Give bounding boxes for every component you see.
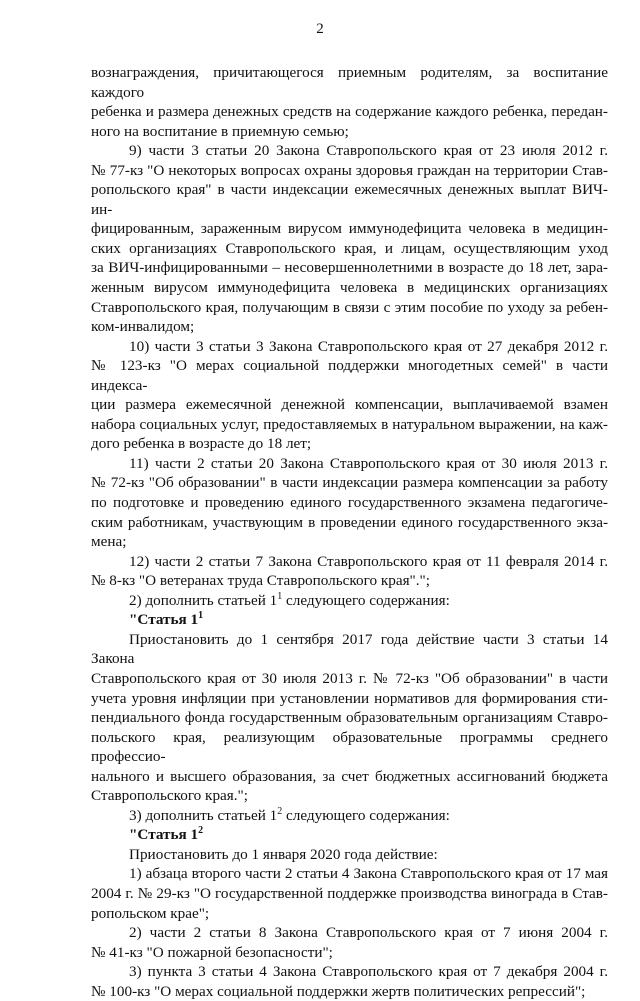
text-line: ребенка и размера денежных средств на содержание каждого ребенка, передан- xyxy=(91,103,608,121)
text-line: № 100-кз "О мерах социальной поддержки жертв политических репрессий"; xyxy=(91,982,586,1000)
text-line: 12) части 2 статьи 7 Закона Ставропольского края от 11 февраля 2014 г. xyxy=(129,552,608,570)
text-line: Приостановить до 1 января 2020 года действие: xyxy=(129,845,438,863)
text-line: нального и высшего образования, за счет бюджетных ассигнований бюджета xyxy=(91,767,608,785)
text-line: № 77-кз "О некоторых вопросах охраны здоровья граждан на территории Став- xyxy=(91,161,608,179)
text-line: Приостановить до 1 сентября 2017 года действие части 3 статьи 14 Закона xyxy=(91,630,608,668)
superscript: 2 xyxy=(277,805,283,817)
text-line: 2004 г. № 29-кз "О государственной поддержке производства винограда в Став- xyxy=(91,884,608,902)
text-line: дого ребенка в возрасте до 18 лет; xyxy=(91,435,312,453)
text-line: 9) части 3 статьи 20 Закона Ставропольского края от 23 июля 2012 г. xyxy=(129,142,608,160)
text-line: 2) части 2 статьи 8 Закона Ставропольского края от 7 июня 2004 г. xyxy=(129,924,608,942)
text-line: ком-инвалидом; xyxy=(91,318,195,336)
text-line: ного на воспитание в приемную семью; xyxy=(91,122,349,140)
text-line: 10) части 3 статьи 3 Закона Ставропольского края от 27 декабря 2012 г. xyxy=(129,337,608,355)
text-line: учета уровня инфляции при установлении нормативов для формирования сти- xyxy=(91,689,608,707)
text-line: вознаграждения, причитающегося приемным родителям, за воспитание каждого xyxy=(91,64,608,101)
text-line: 11) части 2 статьи 20 Закона Ставропольского края от 30 июля 2013 г. xyxy=(129,454,608,472)
text-line: по подготовке и проведению единого государственного экзамена педагогиче- xyxy=(91,494,608,512)
text-line: фицированным, зараженным вирусом иммунодефицита человека в медицин- xyxy=(91,220,608,238)
text-line: ским работникам, участвующим в проведении единого государственного экза- xyxy=(91,513,608,531)
text-line: ции размера ежемесячной денежной компенсации, выплачиваемой взамен xyxy=(91,396,608,414)
text-line: польского края, реализующим образовательные программы среднего профессио- xyxy=(91,728,608,766)
text-line: 3) пункта 3 статьи 4 Закона Ставропольского края от 7 декабря 2004 г. xyxy=(129,963,608,981)
article-heading xyxy=(91,610,608,630)
text-span: "Статья 1 xyxy=(129,611,199,629)
text-span: 2) дополнить статьей 1 xyxy=(129,591,278,609)
text-line: ропольском крае"; xyxy=(91,904,210,922)
text-line: № 41-кз "О пожарной безопасности"; xyxy=(91,943,333,961)
text-span: "Статья 1 xyxy=(129,826,199,844)
text-line xyxy=(91,806,608,826)
text-span: следующего содержания: xyxy=(282,591,450,609)
text-line: за ВИЧ-инфицированными – несовершеннолетними в возрасте до 18 лет, зара- xyxy=(91,259,608,277)
text-span: следующего содержания: xyxy=(282,806,450,824)
text-line: 1) абзаца второго части 2 статьи 4 Закона Ставропольского края от 17 мая xyxy=(129,865,608,883)
text-line: Ставропольского края от 30 июля 2013 г. № 72-кз "Об образовании" в части xyxy=(91,669,608,687)
superscript: 1 xyxy=(277,590,283,602)
text-line: ропольского края" в части индексации ежемесячных денежных выплат ВИЧ-ин- xyxy=(91,181,608,218)
text-line: № 123-кз "О мерах социальной поддержки многодетных семей" в части индекса- xyxy=(91,357,608,394)
text-line: ских организациях Ставропольского края, и лицам, осуществляющим уход xyxy=(91,239,608,257)
text-line xyxy=(91,591,608,611)
text-line: № 8-кз "О ветеранах труда Ставропольского края"."; xyxy=(91,572,430,590)
text-line: Ставропольского края, получающим в связи с этим пособие по уходу за ребен- xyxy=(91,298,608,316)
document-body xyxy=(91,63,608,1001)
text-line: Ставропольского края."; xyxy=(91,787,248,805)
article-heading xyxy=(91,825,608,845)
text-line: пендиального фонда государственным образовательным организациям Ставро- xyxy=(91,709,608,727)
text-line: № 72-кз "Об образовании" в части индексации размера компенсации за работу xyxy=(91,474,608,492)
page-number: 2 xyxy=(316,21,324,37)
text-line: женным вирусом иммунодефицита человека в медицинских организациях xyxy=(91,279,608,297)
superscript: 2 xyxy=(198,825,204,837)
superscript: 1 xyxy=(198,610,204,622)
text-span: 3) дополнить статьей 1 xyxy=(129,806,278,824)
text-line: мена; xyxy=(91,533,127,551)
text-line: набора социальных услуг, предоставляемых в натуральном выражении, на каж- xyxy=(91,415,608,433)
